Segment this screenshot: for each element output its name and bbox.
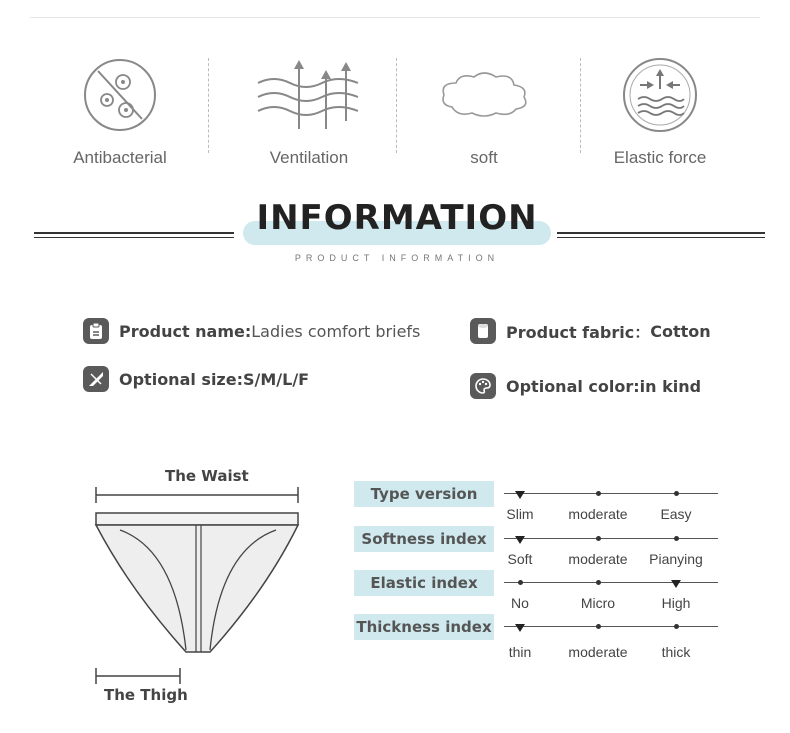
index-option: Micro [580, 595, 616, 611]
detail-value: Ladies comfort briefs [251, 321, 421, 341]
header-rule-right-thin [557, 237, 765, 238]
clipboard-icon [83, 318, 109, 344]
detail-value: in kind [639, 376, 702, 396]
feature-label: Elastic force [613, 148, 707, 167]
index-scale-line [504, 626, 718, 627]
thigh-measure-line [90, 666, 190, 686]
cloud-icon [434, 55, 534, 135]
feature-separator [208, 58, 209, 153]
header-rule-left-thin [34, 237, 234, 238]
detail-optional-color [470, 373, 701, 399]
scale-dot [596, 624, 601, 629]
feature-soft [404, 55, 564, 167]
detail-value: S/M/L/F [243, 369, 310, 389]
index-option: thick [661, 644, 691, 660]
antibacterial-icon [80, 55, 160, 135]
index-option: High [661, 595, 691, 611]
index-option: No [511, 595, 529, 611]
detail-value: Cotton [650, 321, 711, 341]
fabric-roll-icon [470, 318, 496, 344]
top-divider [30, 17, 760, 18]
selected-marker [515, 491, 525, 499]
feature-separator [396, 58, 397, 153]
index-option: Soft [507, 551, 533, 567]
scale-dot [674, 536, 679, 541]
index-option: moderate [568, 551, 628, 567]
scale-dot [596, 491, 601, 496]
detail-key: Product fabric： [506, 322, 651, 342]
detail-optional-size [83, 366, 309, 392]
index-scale-line [504, 582, 718, 583]
scale-dot [674, 624, 679, 629]
index-option: Slim [506, 506, 534, 522]
palette-icon [470, 373, 496, 399]
detail-key: Optional color: [506, 376, 640, 396]
index-label: Elastic index [354, 570, 494, 596]
detail-product-name [83, 318, 420, 344]
ventilation-icon [254, 55, 364, 135]
waist-label: The Waist [165, 467, 249, 485]
index-option: Easy [660, 506, 692, 522]
scale-dot [596, 580, 601, 585]
header-rule-left [34, 232, 234, 234]
detail-key: Optional size: [119, 369, 243, 389]
scale-dot [596, 536, 601, 541]
scale-dot [674, 491, 679, 496]
ruler-icon [83, 366, 109, 392]
feature-label: soft [470, 148, 498, 167]
thigh-label: The Thigh [104, 686, 188, 704]
detail-key: Product name: [119, 321, 252, 341]
feature-antibacterial [40, 55, 200, 167]
selected-marker [515, 624, 525, 632]
index-option: moderate [568, 644, 628, 660]
section-subtitle: PRODUCT INFORMATION [294, 253, 500, 263]
section-title: INFORMATION [256, 198, 538, 238]
index-label: Softness index [354, 526, 494, 552]
index-scale-line [504, 493, 718, 494]
index-label: Thickness index [354, 614, 494, 640]
index-option: Pianying [649, 551, 703, 567]
feature-elastic-force [580, 55, 740, 167]
index-label: Type version [354, 481, 494, 507]
selected-marker [671, 580, 681, 588]
elastic-icon [620, 55, 700, 135]
feature-label: Antibacterial [73, 148, 167, 167]
feature-ventilation [229, 55, 389, 167]
detail-product-fabric [470, 318, 711, 344]
scale-dot [518, 580, 523, 585]
index-option: thin [508, 644, 532, 660]
index-scale-line [504, 538, 718, 539]
selected-marker [515, 536, 525, 544]
briefs-diagram [90, 480, 305, 660]
header-rule-right [557, 232, 765, 234]
feature-label: Ventilation [269, 148, 349, 167]
index-option: moderate [568, 506, 628, 522]
